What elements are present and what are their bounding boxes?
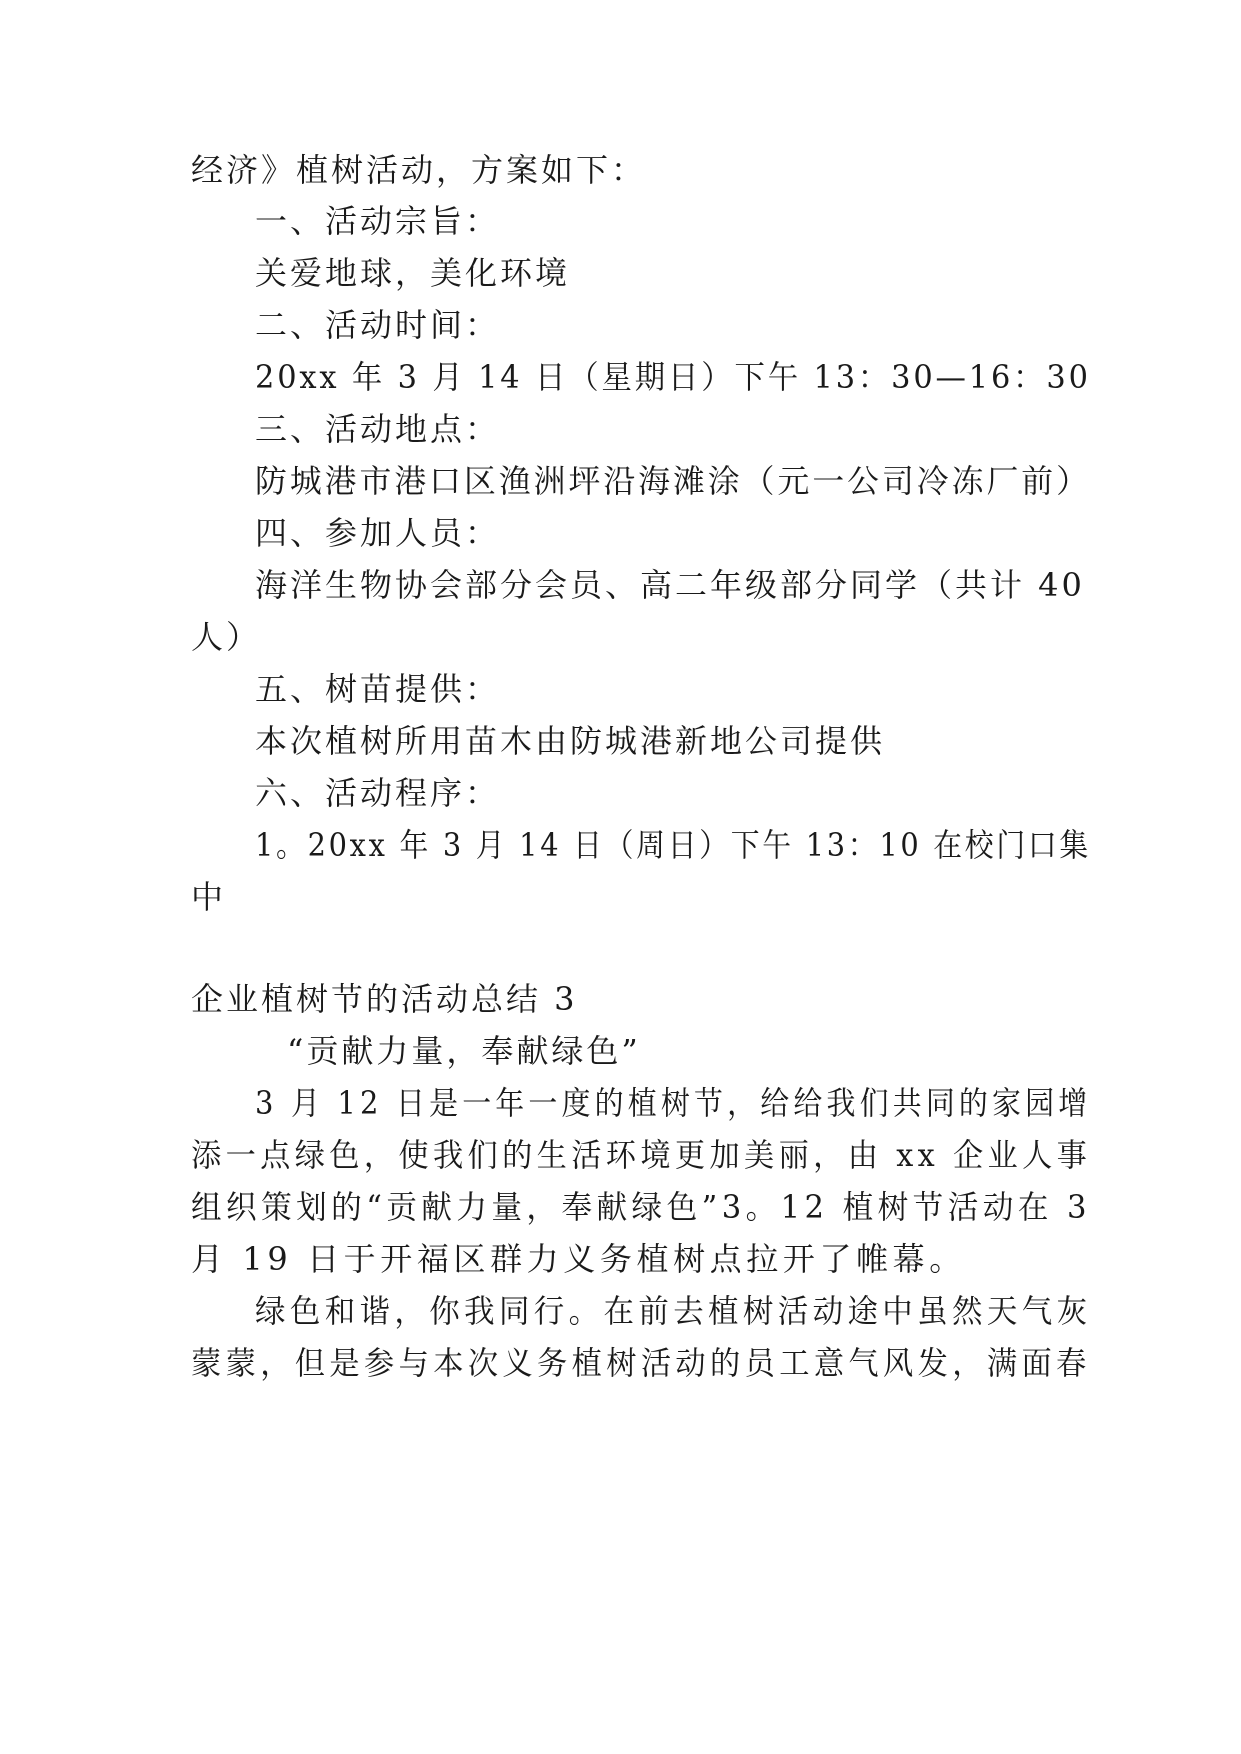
purpose-text: 关爱地球，美化环境 xyxy=(255,254,571,292)
paragraph2-line1: 绿色和谐，你我同行。在前去植树活动途中虽然天气灰 xyxy=(255,1292,1092,1330)
participants-text-line2: 人） xyxy=(191,618,262,656)
paragraph1-line2: 添一点绿色，使我们的生活环境更加美丽，由 xx 企业人事 xyxy=(191,1136,1092,1174)
paragraph2-line2: 蒙蒙，但是参与本次义务植树活动的员工意气风发，满面春 xyxy=(191,1344,1091,1382)
heading-purpose: 一、活动宗旨： xyxy=(255,202,501,240)
section-title: 企业植树节的活动总结 3 xyxy=(191,980,578,1018)
saplings-text: 本次植树所用苗木由防城港新地公司提供 xyxy=(255,722,886,760)
heading-participants: 四、参加人员： xyxy=(255,514,501,552)
paragraph1-line4: 月 19 日于开福区群力义务植树点拉开了帷幕。 xyxy=(191,1240,966,1278)
participants-text-line1: 海洋生物协会部分会员、高二年级部分同学（共计 40 xyxy=(255,566,1085,604)
procedure-text-line2: 中 xyxy=(191,878,227,916)
paragraph1-line3: 组织策划的“贡献力量，奉献绿色”3。12 植树节活动在 3 xyxy=(191,1188,1091,1226)
procedure-text-line1: 1。20xx 年 3 月 14 日（周日）下午 13：10 在校门口集 xyxy=(255,826,1091,864)
paragraph1-line1: 3 月 12 日是一年一度的植树节，给给我们共同的家园增 xyxy=(255,1084,1092,1122)
location-text: 防城港市港口区渔洲坪沿海滩涂（元一公司冷冻厂前） xyxy=(255,462,1091,500)
heading-saplings: 五、树苗提供： xyxy=(255,670,501,708)
slogan: “贡献力量，奉献绿色” xyxy=(287,1032,641,1070)
heading-time: 二、活动时间： xyxy=(255,306,501,344)
heading-procedure: 六、活动程序： xyxy=(255,774,501,812)
intro-tail-line: 经济》植树活动，方案如下： xyxy=(191,151,647,189)
time-text: 20xx 年 3 月 14 日（星期日）下午 13：30—16：30 xyxy=(255,358,1091,396)
heading-location: 三、活动地点： xyxy=(255,410,501,448)
